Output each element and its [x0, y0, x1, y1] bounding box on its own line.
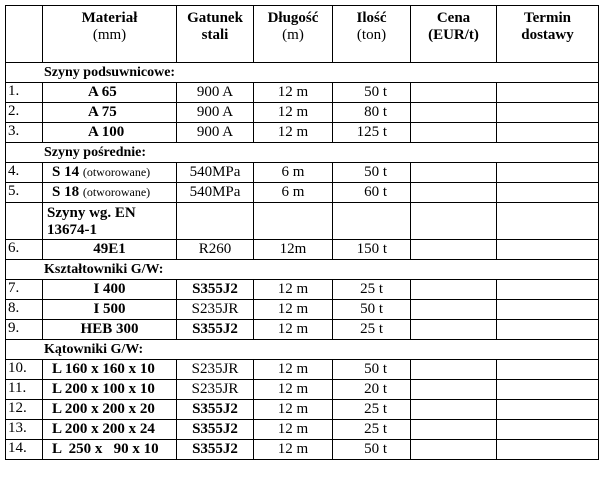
section-title: Kątowniki G/W: [6, 340, 599, 360]
table-row [6, 203, 599, 240]
table-row: 3. A 100 900 A 12 m 125 t [6, 123, 599, 143]
table-row: 2. A 75 900 A 12 m 80 t [6, 103, 599, 123]
subsection-title: Szyny wg. EN 13674-1 [43, 203, 177, 240]
header-number [6, 6, 43, 63]
table-row: 12. L 200 x 200 x 20 S355J2 12 m 25 t [6, 400, 599, 420]
table-row: 1. A 65 900 A 12 m 50 t [6, 83, 599, 103]
section-title: Kształtowniki G/W: [6, 260, 599, 280]
offer-table [5, 5, 599, 460]
header-material: Materiał (mm) [43, 6, 177, 63]
header-grade: Gatunek stali [177, 6, 254, 63]
table-row: 5. S 18 (otworowane) 540MPa 6 m 60 t [6, 183, 599, 203]
table-row: 10. L 160 x 160 x 10 S235JR 12 m 50 t [6, 360, 599, 380]
table-row: 7. I 400 S355J2 12 m 25 t [6, 280, 599, 300]
header-delivery: Termin dostawy [497, 6, 599, 63]
header-length: Długość (m) [254, 6, 333, 63]
header-qty: Ilość (ton) [333, 6, 411, 63]
table-row: 8. I 500 S235JR 12 m 50 t [6, 300, 599, 320]
table-row: 14. L 250 x 90 x 10 S355J2 12 m 50 t [6, 440, 599, 460]
section-title: Szyny pośrednie: [6, 143, 599, 163]
table-row: 13. L 200 x 200 x 24 S355J2 12 m 25 t [6, 420, 599, 440]
table-row: 6. 49E1 R260 12m 150 t [6, 240, 599, 260]
header-price: Cena (EUR/t) [411, 6, 497, 63]
table-row: 4. S 14 (otworowane) 540MPa 6 m 50 t [6, 163, 599, 183]
table-row: 9. HEB 300 S355J2 12 m 25 t [6, 320, 599, 340]
table-row: 11. L 200 x 100 x 10 S235JR 12 m 20 t [6, 380, 599, 400]
section-title: Szyny podsuwnicowe: [6, 63, 599, 83]
header-row [6, 6, 599, 63]
